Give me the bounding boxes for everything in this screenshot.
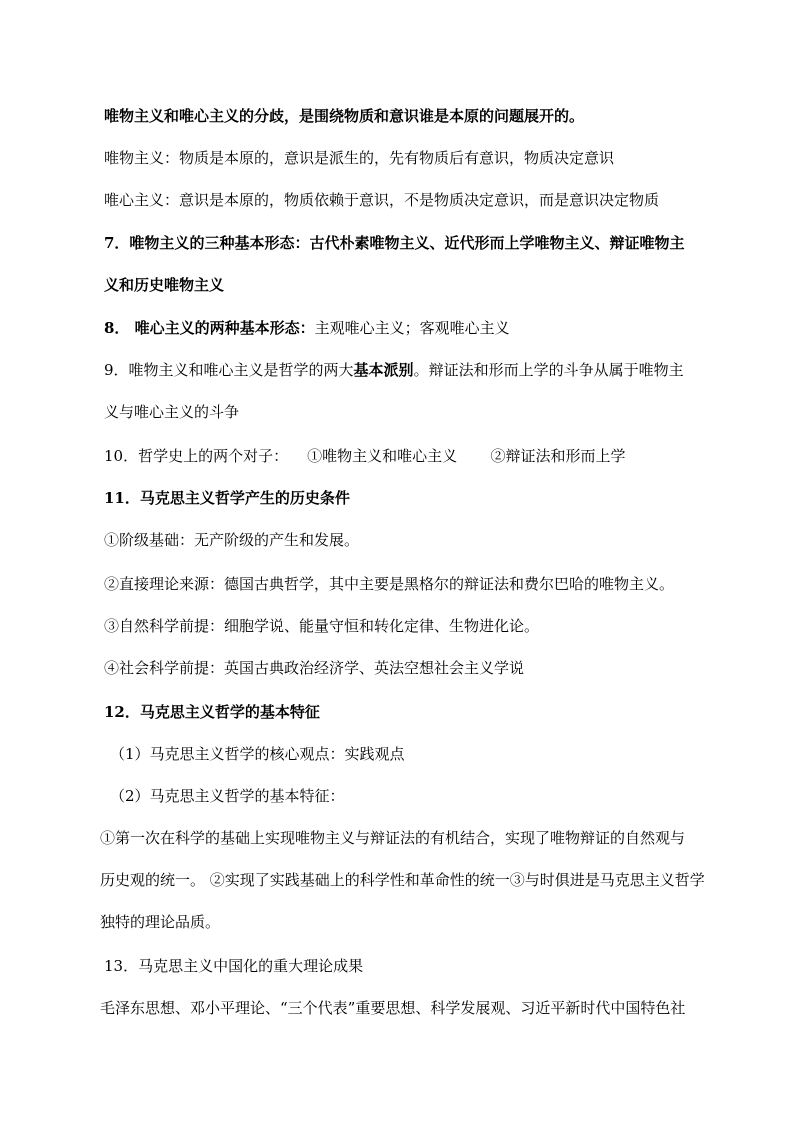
section-10: 10．哲学史上的两个对子： ①唯物主义和唯心主义 ②辩证法和形而上学 [104,447,626,465]
section-13-heading: 13．马克思主义中国化的重大理论成果 [104,957,364,975]
idealism-definition: 唯心主义：意识是本原的，物质依赖于意识，不是物质决定意识，而是意识决定物质 [104,191,660,209]
section-7-line-2: 义和历史唯物主义 [104,276,225,294]
section-9-bold: 基本派别 [353,361,414,379]
section-9-text-c: 。辩证法和形而上学的斗争从属于唯物主 [413,361,684,379]
section-8-text: 主观唯心主义；客观唯心主义 [314,319,510,337]
section-9-text-a: 9．唯物主义和唯心主义是哲学的两大 [104,361,354,379]
section-12-item-1: （1）马克思主义哲学的核心观点：实践观点 [110,745,405,763]
section-12-paragraph-line-3: 独特的理论品质。 [100,913,221,931]
section-12-paragraph-line-2: 历史观的统一。 ②实现了实践基础上的科学性和革命性的统一③与时俱进是马克思主义哲学 [100,871,705,889]
section-9-line-2: 义与唯心主义的斗争 [104,403,240,421]
section-8 [104,318,510,338]
section-13-paragraph-line-1: 毛泽东思想、邓小平理论、“三个代表”重要思想、科学发展观、习近平新时代中国特色社 [100,999,686,1017]
section-11-item-4: ④社会科学前提：英国古典政治经济学、英法空想社会主义学说 [104,659,525,677]
section-11-item-1: ①阶级基础：无产阶级的产生和发展。 [104,531,360,549]
section-12-heading: 12．马克思主义哲学的基本特征 [104,703,320,721]
section-12-paragraph-line-1: ①第一次在科学的基础上实现唯物主义与辩证法的有机结合，实现了唯物辩证的自然观与 [100,829,686,847]
materialism-definition: 唯物主义：物质是本原的，意识是派生的，先有物质后有意识，物质决定意识 [104,149,615,167]
section-11-item-2: ②直接理论来源：德国古典哲学，其中主要是黑格尔的辩证法和费尔巴哈的唯物主义。 [104,575,675,593]
section-11-item-3: ③自然科学前提：细胞学说、能量守恒和转化定律、生物进化论。 [104,617,540,635]
section-7-line-1: 7．唯物主义的三种基本形态：古代朴素唯物主义、近代形而上学唯物主义、辩证唯物主 [104,234,685,252]
section-12-item-2: （2）马克思主义哲学的基本特征： [110,787,345,805]
section-8-heading: 8． 唯心主义的两种基本形态： [104,319,315,337]
section-9-line-1 [104,360,684,380]
intro-bold-paragraph: 唯物主义和唯心主义的分歧，是围绕物质和意识谁是本原的问题展开的。 [104,107,585,125]
section-11-heading: 11．马克思主义哲学产生的历史条件 [104,489,350,507]
